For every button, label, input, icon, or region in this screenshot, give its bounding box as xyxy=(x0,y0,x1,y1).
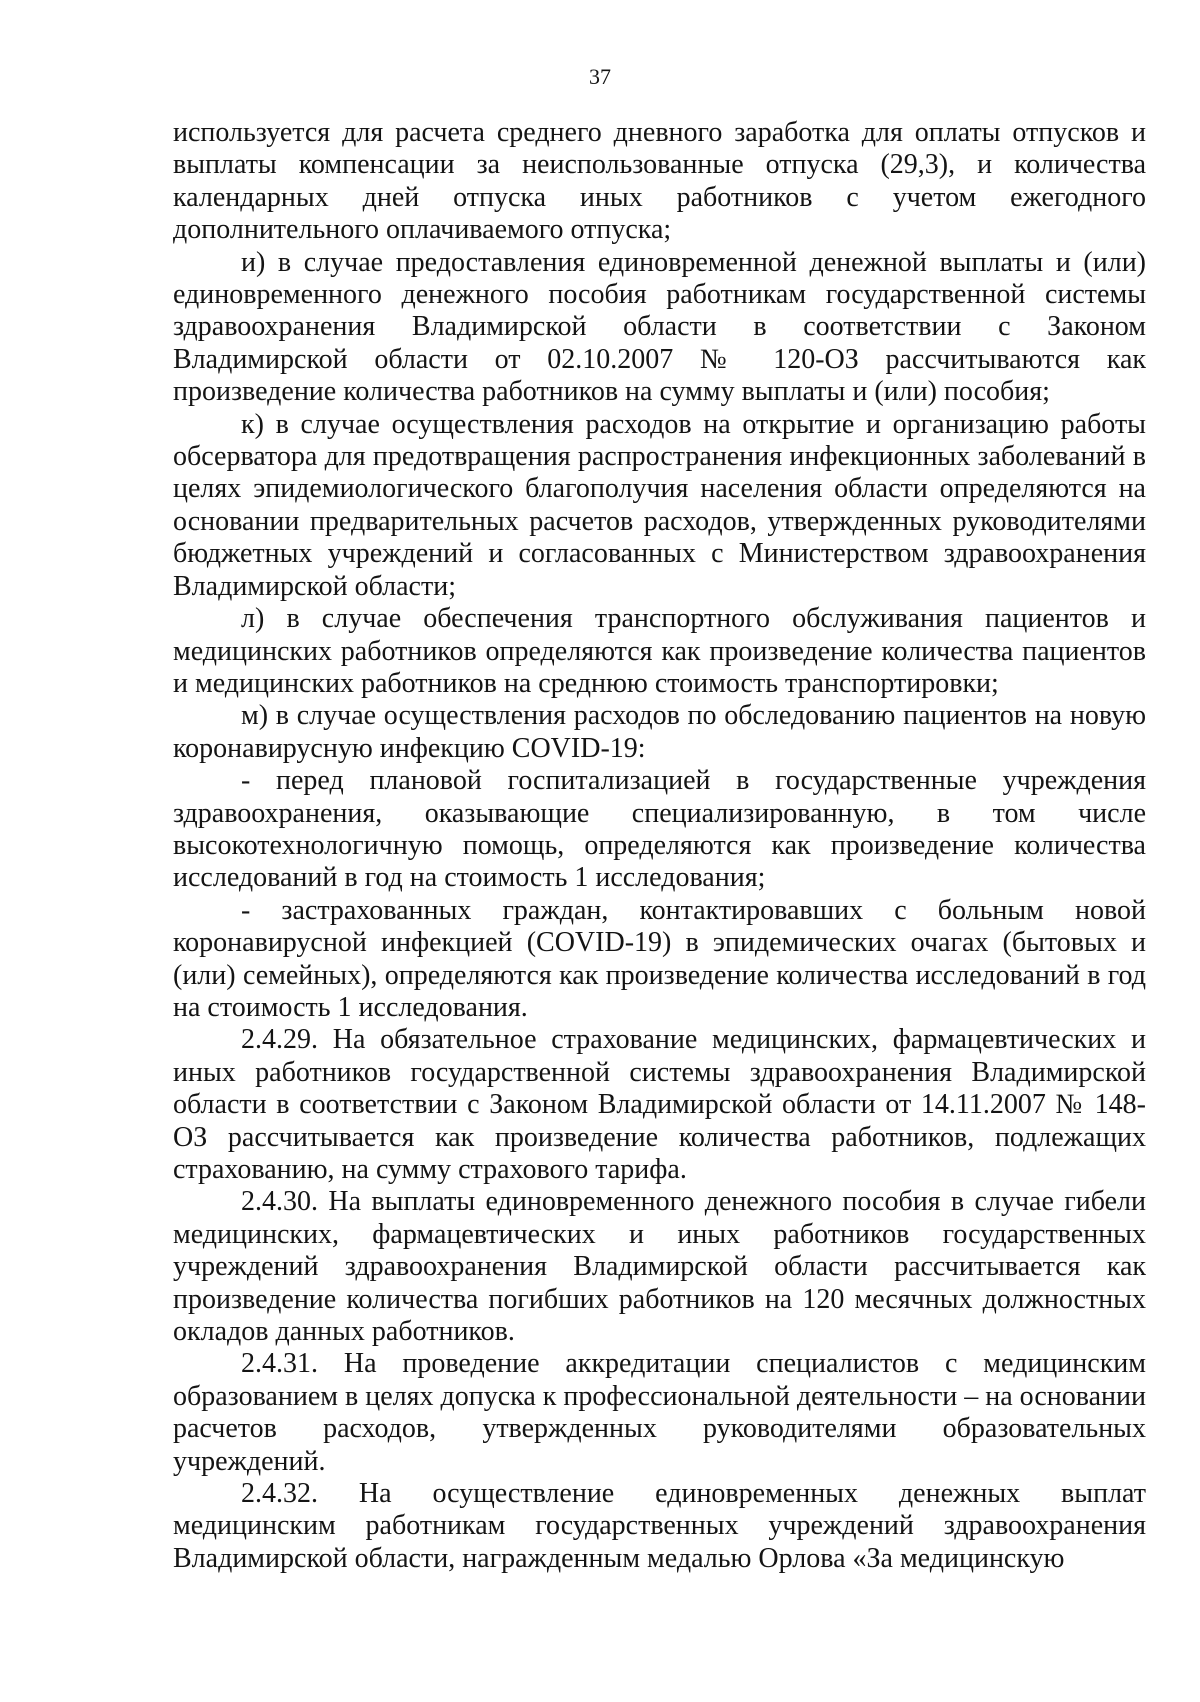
paragraph-continuation: используется для расчета среднего дневного заработка для оплаты отпусков и выплаты компенсации за неиспользованные отпуска (29,3), и количества календарных дней отпуска иных работников с учетом ежегодного дополнительного оплачиваемого отпуска; xyxy=(173,117,1146,246)
paragraph-2-4-32: 2.4.32. На осуществление единовременных денежных выплат медицинским работникам государственных учреждений здравоохранения Владимирской области, награжденным медалью Орлова «За медицинскую xyxy=(173,1478,1146,1574)
page-number: 37 xyxy=(589,64,611,89)
paragraph-2-4-29: 2.4.29. На обязательное страхование медицинских, фармацевтических и иных работников государственной системы здравоохранения Владимирской области в соответствии с Законом Владимирской области от 14.11.2007 № 148-ОЗ рассчитывается как произведение количества работников, подлежащих страхованию, на сумму страхового тарифа. xyxy=(173,1024,1146,1185)
paragraph-dash-planned-hospitalization: - перед плановой госпитализацией в государственные учреждения здравоохранения, оказывающие специализированную, в том числе высокотехнологичную помощь, определяются как произведение количества исследований в год на стоимость 1 исследования; xyxy=(173,765,1146,894)
paragraph-item-l: л) в случае обеспечения транспортного обслуживания пациентов и медицинских работников определяются как произведение количества пациентов и медицинских работников на среднюю стоимость транспортировки; xyxy=(173,603,1146,699)
paragraph-2-4-30: 2.4.30. На выплаты единовременного денежного пособия в случае гибели медицинских, фармацевтических и иных работников государственных учреждений здравоохранения Владимирской области рассчитывается как произведение количества погибших работников на 120 месячных должностных окладов данных работников. xyxy=(173,1186,1146,1348)
paragraph-item-k: к) в случае осуществления расходов на открытие и организацию работы обсерватора для предотвращения распространения инфекционных заболеваний в целях эпидемиологического благополучия населения области определяются на основании предварительных расчетов расходов, утвержденных руководителями бюджетных учреждений и согласованных с Министерством здравоохранения Владимирской области; xyxy=(173,408,1146,602)
paragraph-2-4-31: 2.4.31. На проведение аккредитации специалистов с медицинским образованием в целях допуска к профессиональной деятельности – на основании расчетов расходов, утвержденных руководителями образовательных учреждений. xyxy=(173,1348,1146,1477)
document-body xyxy=(173,117,1146,1575)
paragraph-item-m: м) в случае осуществления расходов по обследованию пациентов на новую коронавирусную инфекцию COVID-19: xyxy=(173,700,1146,764)
paragraph-dash-insured-contacts: - застрахованных граждан, контактировавших с больным новой коронавирусной инфекцией (COVID-19) в эпидемических очагах (бытовых и (или) семейных), определяются как произведение количества исследований в год на стоимость 1 исследования. xyxy=(173,894,1146,1023)
paragraph-item-i: и) в случае предоставления единовременной денежной выплаты и (или) единовременного денежного пособия работникам государственной системы здравоохранения Владимирской области в соответствии с Законом Владимирской области от 02.10.2007 № 120-ОЗ рассчитываются как произведение количества работников на сумму выплаты и (или) пособия; xyxy=(173,246,1146,408)
